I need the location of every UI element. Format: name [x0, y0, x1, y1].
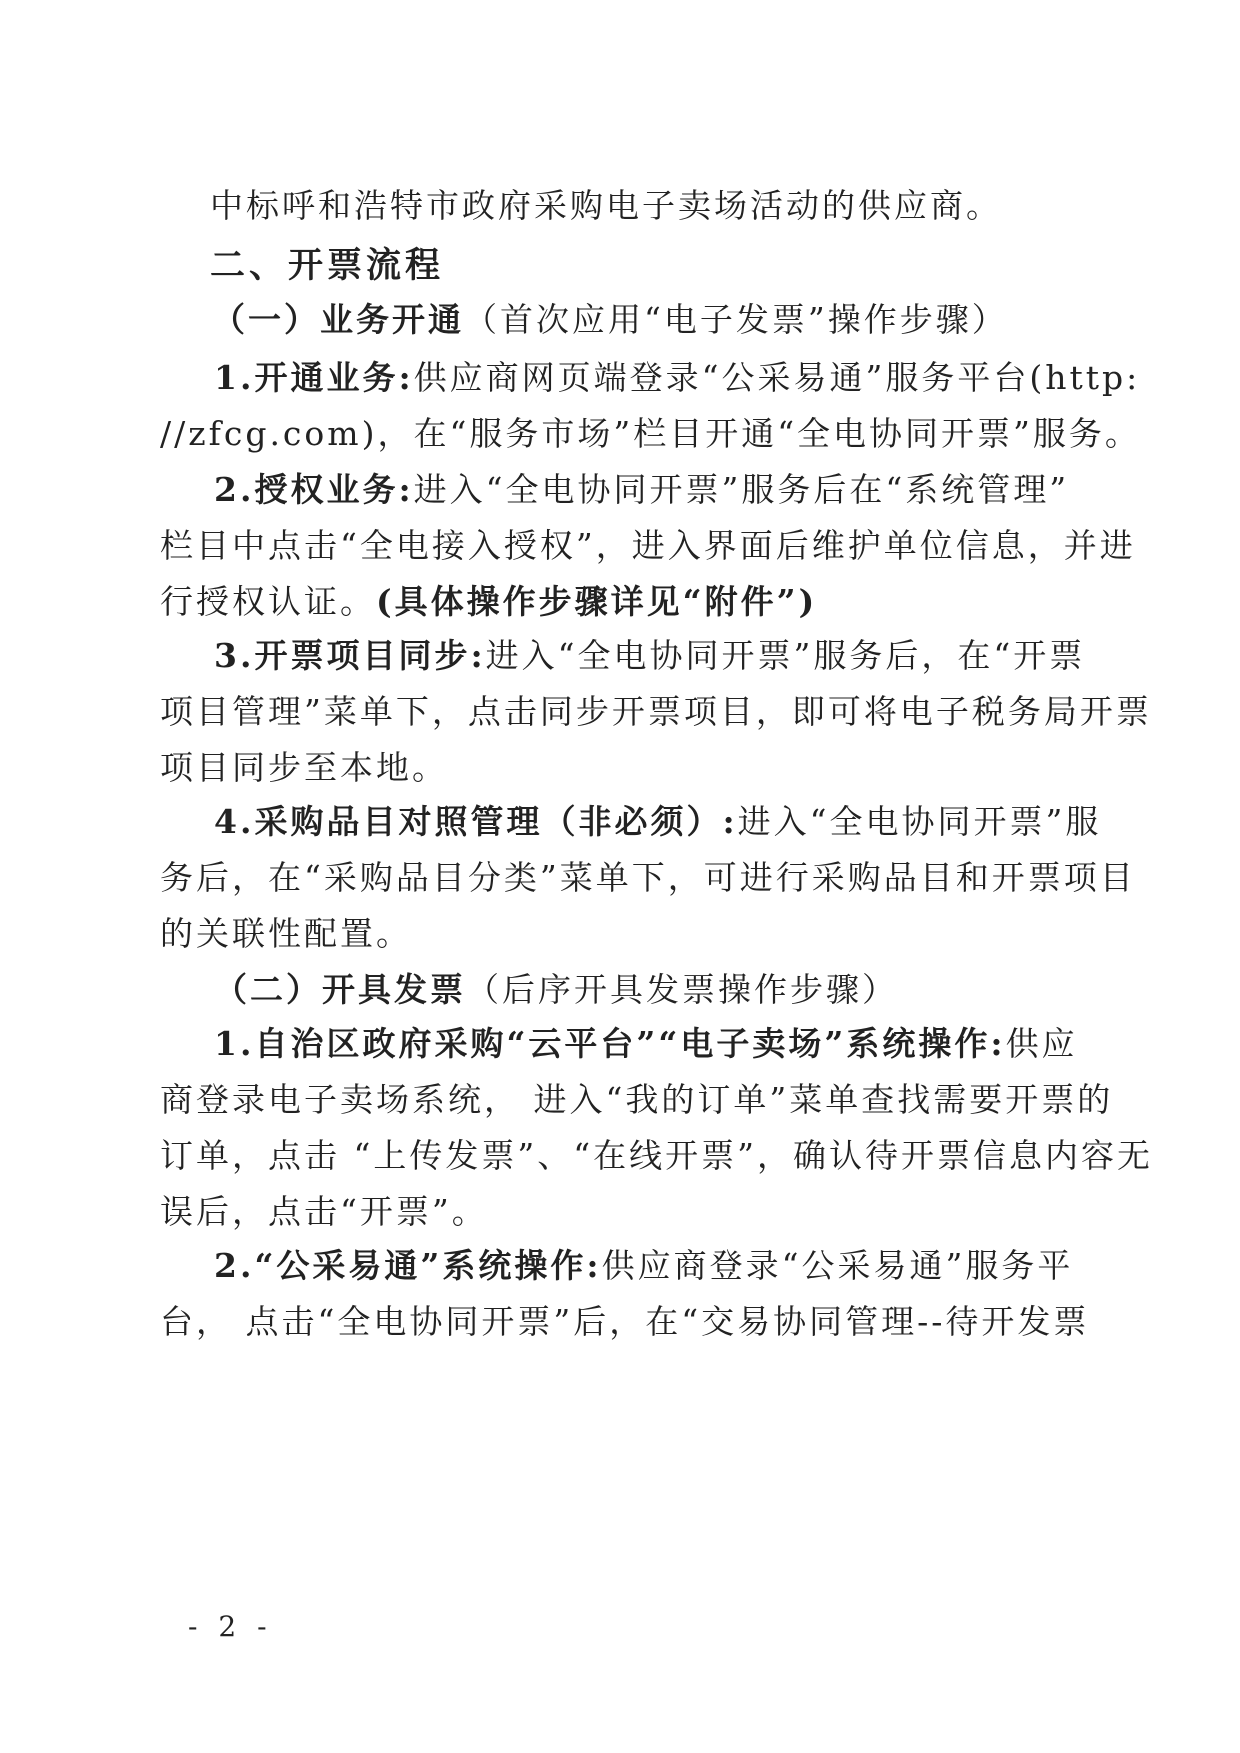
item-6-text: 供应商登录“公采易通”服务平: [601, 1246, 1074, 1285]
item-4-line-1: [214, 800, 1134, 844]
subsection-1-title: （一）业务开通: [212, 300, 464, 339]
item-3-text: 进入“全电协同开票”服务后，在“开票: [485, 636, 1086, 675]
item-2-line-1: [214, 468, 1134, 512]
item-1-text: 供应商网页端登录“公采易通”服务平台(http:: [413, 358, 1141, 397]
item-6-line-1: [214, 1244, 1134, 1288]
item-3-line-2: [160, 690, 1152, 734]
subsection-2-note: （后序开具发票操作步骤）: [466, 970, 898, 1009]
subsection-1-note: （首次应用“电子发票”操作步骤）: [464, 300, 1008, 339]
subsection-2-title: （二）开具发票: [214, 970, 466, 1009]
item-4-label: 4.采购品目对照管理（非必须）:: [214, 802, 738, 841]
item-5-line-2: [160, 1078, 1114, 1122]
item-2-line-3: [160, 580, 1080, 624]
item-5-text: 误后，点击“开票”。: [160, 1192, 488, 1231]
item-2-label: 2.授权业务:: [214, 470, 414, 509]
item-6-label: 2.“公采易通”系统操作:: [214, 1246, 602, 1285]
item-5-line-1: [214, 1022, 1134, 1066]
item-3-text: 项目同步至本地。: [160, 748, 448, 787]
item-3-text: 项目管理”菜单下，点击同步开票项目，即可将电子税务局开票: [160, 692, 1152, 731]
subsection-2-heading: [214, 968, 1134, 1012]
text-line: 中标呼和浩特市政府采购电子卖场活动的供应商。: [210, 186, 1002, 225]
item-2-text: 行授权认证。: [160, 582, 376, 621]
item-2-text: 进入“全电协同开票”服务后在“系统管理”: [413, 470, 1070, 509]
page-number: - 2 -: [188, 1610, 273, 1643]
item-1-line-1: [214, 356, 1141, 400]
item-4-text: 的关联性配置。: [160, 914, 412, 953]
item-1-line-2: [160, 412, 1141, 456]
item-4-text: 务后，在“采购品目分类”菜单下，可进行采购品目和开票项目: [160, 858, 1136, 897]
item-4-line-2: [160, 856, 1136, 900]
item-1-label: 1.开通业务:: [214, 358, 414, 397]
item-3-line-3: [160, 746, 1080, 790]
item-3-line-1: [214, 634, 1134, 678]
section-title-text: 二、开票流程: [210, 245, 445, 286]
item-5-text: 订单，点击 “上传发票”、“在线开票”，确认待开票信息内容无: [160, 1136, 1153, 1175]
item-1-text: //zfcg.com)，在“服务市场”栏目开通“全电协同开票”服务。: [160, 414, 1141, 453]
section-title: [210, 244, 1130, 288]
item-3-label: 3.开票项目同步:: [214, 636, 486, 675]
paragraph-continuation: [210, 184, 1130, 228]
item-5-label: 1.自治区政府采购“云平台”“电子卖场”系统操作:: [214, 1024, 1006, 1063]
item-5-text: 供应: [1005, 1024, 1078, 1063]
item-2-line-2: [160, 524, 1136, 568]
item-5-text: 商登录电子卖场系统， 进入“我的订单”菜单查找需要开票的: [160, 1080, 1114, 1119]
item-4-line-3: [160, 912, 1080, 956]
item-6-line-2: [160, 1300, 1090, 1344]
item-5-line-3: [160, 1134, 1153, 1178]
subsection-1-heading: [212, 298, 1132, 342]
item-2-text: 栏目中点击“全电接入授权”，进入界面后维护单位信息，并进: [160, 526, 1136, 565]
item-6-text: 台， 点击“全电协同开票”后，在“交易协同管理--待开发票: [160, 1302, 1090, 1341]
item-5-line-4: [160, 1190, 1080, 1234]
item-4-text: 进入“全电协同开票”服: [737, 802, 1102, 841]
item-2-attachment-note: (具体操作步骤详见“附件”): [376, 582, 818, 621]
